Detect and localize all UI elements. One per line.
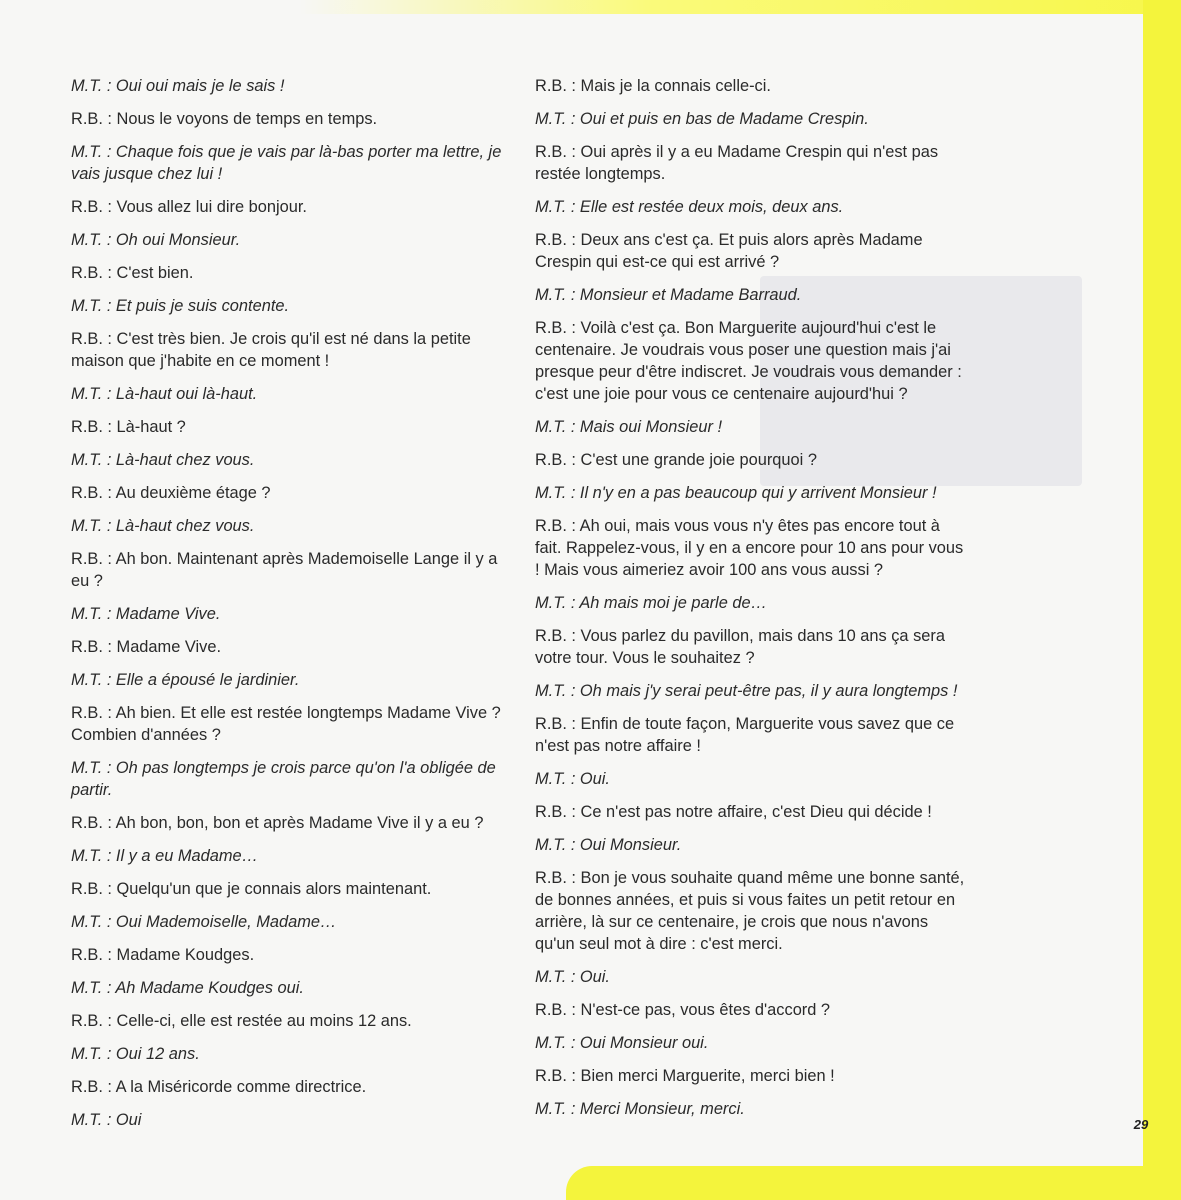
dialogue-line: R.B. : Bon je vous souhaite quand même une bonne santé, de bonnes années, et puis si vous faites un petit retour en arrière, là sur ce centenaire, je crois que nous n'avons qu'un seul mot à dire : c'est merci. <box>535 869 965 953</box>
dialogue-line: R.B. : C'est une grande joie pourquoi ? <box>535 451 817 469</box>
dialogue-line: M.T. : Chaque fois que je vais par là-bas porter ma lettre, je vais jusque chez lui ! <box>71 143 502 183</box>
dialogue-line: R.B. : A la Miséricorde comme directrice. <box>71 1078 367 1096</box>
dialogue-line: R.B. : Deux ans c'est ça. Et puis alors après Madame Crespin qui est-ce qui est arrivé ? <box>535 231 923 271</box>
dialogue-line: M.T. : Oui Monsieur oui. <box>535 1034 709 1052</box>
dialogue-line: M.T. : Ah mais moi je parle de… <box>535 594 767 612</box>
dialogue-line: R.B. : Vous parlez du pavillon, mais dans 10 ans ça sera votre tour. Vous le souhaitez ? <box>535 627 945 667</box>
bottom-yellow-band <box>566 1166 1181 1200</box>
dialogue-line: M.T. : Oui. <box>535 968 610 986</box>
dialogue-line: M.T. : Oh pas longtemps je crois parce qu'on l'a obligée de partir. <box>71 759 496 799</box>
left-column <box>71 75 511 1142</box>
dialogue-line: M.T. : Oui Monsieur. <box>535 836 682 854</box>
dialogue-line: R.B. : Madame Koudges. <box>71 946 255 964</box>
dialogue-line: M.T. : Il y a eu Madame… <box>71 847 259 865</box>
dialogue-line: M.T. : Mais oui Monsieur ! <box>535 418 723 436</box>
dialogue-line: R.B. : Au deuxième étage ? <box>71 484 271 502</box>
dialogue-line: M.T. : Il n'y en a pas beaucoup qui y arrivent Monsieur ! <box>535 484 937 502</box>
dialogue-line: R.B. : Bien merci Marguerite, merci bien ! <box>535 1067 835 1085</box>
dialogue-line: M.T. : Monsieur et Madame Barraud. <box>535 286 802 304</box>
dialogue-line: M.T. : Oui oui mais je le sais ! <box>71 77 285 95</box>
top-yellow-band <box>300 0 1181 14</box>
dialogue-line: R.B. : Nous le voyons de temps en temps. <box>71 110 378 128</box>
dialogue-line: M.T. : Oui 12 ans. <box>71 1045 200 1063</box>
dialogue-line: M.T. : Là-haut chez vous. <box>71 451 255 469</box>
dialogue-line: M.T. : Là-haut chez vous. <box>71 517 255 535</box>
dialogue-line: M.T. : Oui Mademoiselle, Madame… <box>71 913 337 931</box>
dialogue-line: R.B. : Voilà c'est ça. Bon Marguerite aujourd'hui c'est le centenaire. Je voudrais vous poser une question mais j'ai presque peur d'être indiscret. Je voudrais vous demander : c'est une joie pour vous ce centenaire aujourd'hui ? <box>535 319 962 403</box>
dialogue-line: M.T. : Madame Vive. <box>71 605 221 623</box>
dialogue-line: R.B. : Mais je la connais celle-ci. <box>535 77 771 95</box>
dialogue-line: R.B. : Oui après il y a eu Madame Crespin qui n'est pas restée longtemps. <box>535 143 939 183</box>
dialogue-line: M.T. : Oh mais j'y serai peut-être pas, il y aura longtemps ! <box>535 682 958 700</box>
dialogue-line: M.T. : Oui et puis en bas de Madame Crespin. <box>535 110 869 128</box>
dialogue-line: R.B. : N'est-ce pas, vous êtes d'accord ? <box>535 1001 831 1019</box>
dialogue-line: R.B. : C'est très bien. Je crois qu'il est né dans la petite maison que j'habite en ce moment ! <box>71 330 471 370</box>
dialogue-line: R.B. : Vous allez lui dire bonjour. <box>71 198 307 216</box>
dialogue-line: M.T. : Oui <box>71 1111 142 1129</box>
dialogue-line: M.T. : Et puis je suis contente. <box>71 297 290 315</box>
dialogue-line: R.B. : Celle-ci, elle est restée au moins 12 ans. <box>71 1012 412 1030</box>
dialogue-line: R.B. : Ah oui, mais vous vous n'y êtes pas encore tout à fait. Rappelez-vous, il y en a encore pour 10 ans pour vous ! Mais vous aimeriez avoir 100 ans vous aussi ? <box>535 517 964 579</box>
dialogue-line: M.T. : Oui. <box>535 770 610 788</box>
right-column <box>535 75 967 1131</box>
dialogue-line: R.B. : Enfin de toute façon, Marguerite vous savez que ce n'est pas notre affaire ! <box>535 715 955 755</box>
dialogue-line: R.B. : Là-haut ? <box>71 418 186 436</box>
dialogue-line: R.B. : Ah bien. Et elle est restée longtemps Madame Vive ? Combien d'années ? <box>71 704 501 744</box>
dialogue-line: M.T. : Oh oui Monsieur. <box>71 231 241 249</box>
dialogue-line: R.B. : Quelqu'un que je connais alors maintenant. <box>71 880 432 898</box>
side-yellow-band <box>1143 0 1181 1200</box>
dialogue-line: R.B. : Ce n'est pas notre affaire, c'est Dieu qui décide ! <box>535 803 932 821</box>
dialogue-line: R.B. : Ah bon. Maintenant après Mademoiselle Lange il y a eu ? <box>71 550 498 590</box>
dialogue-line: R.B. : C'est bien. <box>71 264 194 282</box>
page-number: 29 <box>1133 1117 1149 1132</box>
dialogue-line: R.B. : Madame Vive. <box>71 638 222 656</box>
dialogue-line: R.B. : Ah bon, bon, bon et après Madame Vive il y a eu ? <box>71 814 484 832</box>
dialogue-line: M.T. : Là-haut oui là-haut. <box>71 385 258 403</box>
dialogue-line: M.T. : Elle a épousé le jardinier. <box>71 671 300 689</box>
dialogue-line: M.T. : Merci Monsieur, merci. <box>535 1100 745 1118</box>
dialogue-line: M.T. : Ah Madame Koudges oui. <box>71 979 304 997</box>
dialogue-line: M.T. : Elle est restée deux mois, deux ans. <box>535 198 844 216</box>
